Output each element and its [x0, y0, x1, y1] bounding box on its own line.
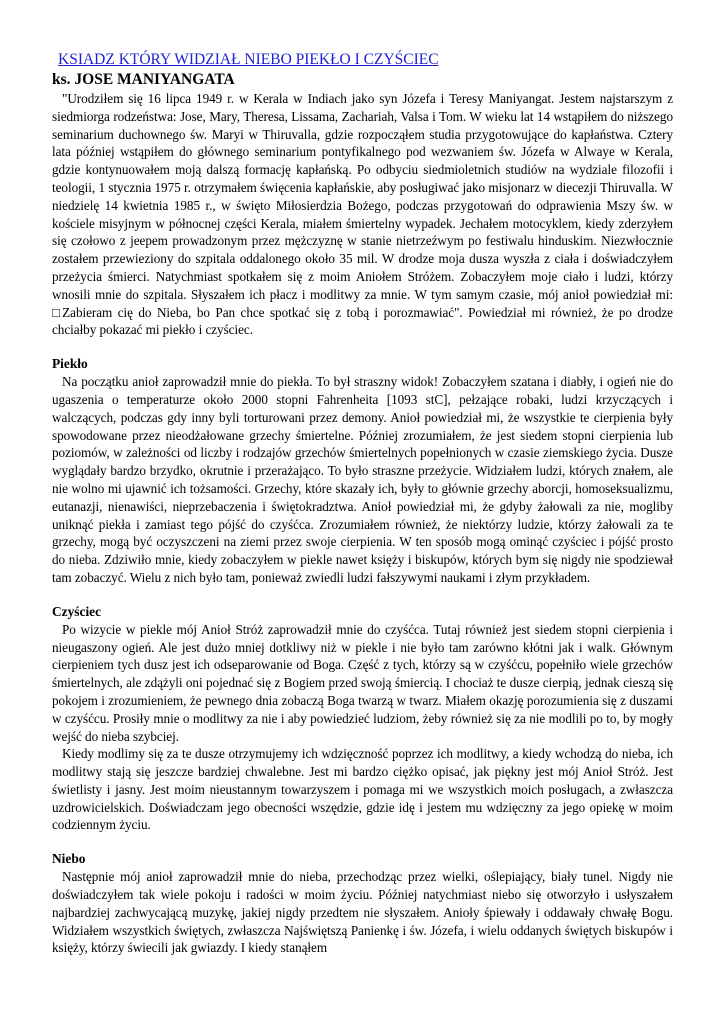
section-text-niebo: Następnie mój anioł zaprowadził mnie do nieba, przechodząc przez wielki, oślepiający, biały tunel. Nigdy nie doświadczyłem tak wiele pokoju i radości w moim życiu. Później natychmiast niebo się otworzyło i usłyszałem najbardziej zachwycającą muzykę, jakiej nigdy przedtem nie słyszałem. Anioły śpiewały i oddawały chwałę Bogu. Widziałem wszystkich świętych, zwłaszcza Najświętszą Panienkę i św. Józefa, i wielu oddanych świętych biskupów i księży, którzy świecili jak gwiazdy. I kiedy stanąłem	[52, 869, 673, 956]
section-text-czysciec-continued: Kiedy modlimy się za te dusze otrzymujemy ich wdzięczność poprzez ich modlitwy, a kiedy wchodzą do nieba, ich modlitwy stają się jeszcze bardziej chwalebne. Jest mi bardzo ciężko opisać, jak piękny jest mój Anioł Stróż. Jest świetlisty i jasny. Jest moim nieustannym towarzyszem i pomaga mi we wszystkich moich posługach, a zwłaszcza uzdrowicielskich. Doświadczam jego obecności wszędzie, gdzie idę i jestem mu wdzięczny za jego opiekę w moim codziennym życiu.	[52, 746, 673, 833]
title-link[interactable]: KSIADZ KTÓRY WIDZIAŁ NIEBO PIEKŁO I CZYŚCIEC	[58, 51, 439, 68]
section-text-czysciec: Po wizycie w piekle mój Anioł Stróż zaprowadził mnie do czyśćca. Tutaj również jest siedem stopni cierpienia i nieugaszony ogień. Ale jest dużo mniej dotkliwy niż w piekle i nie było tam zarówno kłótni jak i walk. Głównym cierpieniem tych dusz jest ich odseparowanie od Boga. Część z tych, którzy są w czyśćcu, popełniło wiele grzechów śmiertelnych, ale zdążyli oni pojednać się z Bogiem przed swoją śmiercią. I chociaż te dusze cierpią, jednak cieszą się pokojem i zrozumieniem, że pewnego dnia zobaczą Boga twarzą w twarz. Miałem okazję porozumienia się z duszami w czyśćcu. Prosiły mnie o modlitwy za nie i aby powiedzieć ludziom, żeby również się za nie modlili po to, by mogły wejść do nieba szybciej.	[52, 621, 673, 744]
document-page	[52, 50, 673, 957]
author-name: ks. JOSE MANIYANGATA	[52, 71, 235, 88]
section-text-pieklo: Na początku anioł zaprowadził mnie do piekła. To był straszny widok! Zobaczyłem szatana i diabły, i ogień nie do ugaszenia o temperaturze około 2000 stopni Fahrenheita [1093 stC], pełzające robaki, ludzi krzyczących i walczących, podczas gdy inny byli torturowani przez demony. Anioł powiedział mi, że wszystkie te cierpienia były spowodowane przez nieodżałowane grzechy śmiertelne. Później zrozumiałem, że jest siedem stopni cierpienia lub poziomów, w zależności od liczby i rodzajów grzechów śmiertelnych popełnionych w czasie ziemskiego życia. Dusze wyglądały bardzo brzydko, okrutnie i przerażająco. To było straszne przeżycie. Widziałem ludzi, których znałem, ale nie wolno mi ujawnić ich tożsamości. Grzechy, które skazały ich, były to głównie grzechy aborcji, homoseksualizmu, eutanazji, nienawiści, nieprzebaczenia i świętokradztwa. Anioł powiedział mi, że gdyby żałowali za nie, mogliby uniknąć piekła i zamiast tego pójść do czyśćca. Zrozumiałem również, że niektórzy ludzie, którzy żałowali za te grzechy, mogą być oczyszczeni na ziemi przez swoje cierpienia. W ten sposób mogą ominąć czyściec i pójść prosto do nieba. Zdziwiło mnie, kiedy zobaczyłem w piekle nawet księży i biskupów, których bym się nigdy nie spodziewał tam zobaczyć. Wielu z nich było tam, ponieważ zwiedli ludzi fałszywymi naukami i złym przykładem.	[52, 374, 673, 585]
section-heading-pieklo: Piekło	[52, 356, 88, 372]
section-heading-czysciec: Czyściec	[52, 603, 102, 619]
intro-paragraph: "Urodziłem się 16 lipca 1949 r. w Kerala w Indiach jako syn Józefa i Teresy Maniyangat. Jestem najstarszym z siedmiorga rodzeństwa: Jose, Mary, Theresa, Lissama, Zachariah, Valsa i Tom. W wieku lat 14 wstąpiłem do niższego seminarium duchownego św. Maryi w Thiruvalla, gdzie rozpocząłem studia przygotowujące do kapłaństwa. Cztery lata później wstąpiłem do głównego seminarium pontyfikalnego pod wezwaniem św. Józefa w Alwaye w Kerala, gdzie kontynuowałem moją dalszą formację kapłańską. Po odbyciu siedmioletnich studiów na wydziale filozofii i teologii, 1 stycznia 1975 r. otrzymałem święcenia kapłańskie, aby posługiwać jako misjonarz w diecezji Thiruvalla. W niedzielę 14 kwietnia 1985 r., w święto Miłosierdzia Bożego, podczas przygotowań do odprawienia Mszy św. w kościele misyjnym w północnej części Kerala, miałem śmiertelny wypadek. Jechałem motocyklem, kiedy zderzyłem się czołowo z jeepem prowadzonym przez mężczyznę w stanie nietrzeźwym po festiwalu hinduskim. Niezwłocznie zostałem przewieziony do szpitala oddalonego około 35 mil. W drodze moja dusza wyszła z ciała i doświadczyłem przeżycia śmierci. Natychmiast spotkałem się z moim Aniołem Stróżem. Zobaczyłem moje ciało i ludzi, którzy wnosili mnie do szpitala. Słyszałem ich płacz i modlitwy za mnie. W tym samym czasie, mój anioł powiedział mi: □Zabieram cię do Nieba, bo Pan chce spotkać się z tobą i porozmawiać". Powiedział mi również, że po drodze chciałby pokazać mi piekło i czyściec.	[52, 91, 673, 338]
section-heading-niebo: Niebo	[52, 851, 86, 867]
